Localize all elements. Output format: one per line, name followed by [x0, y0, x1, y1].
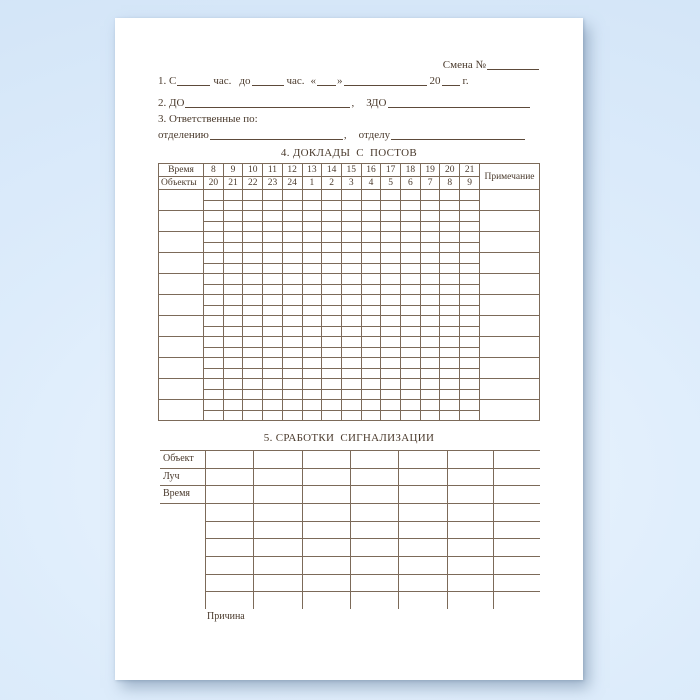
responsible-label: 3. Ответственные по: [158, 113, 258, 125]
alarms-row-line [205, 538, 540, 539]
hour-header-top: 13 [302, 164, 322, 177]
reports-header-objects: Объекты [159, 177, 204, 190]
alarms-row-line [205, 574, 540, 575]
hour-header-top: 15 [341, 164, 361, 177]
quote-open: « [310, 75, 317, 87]
shift-number-label: Смена № [442, 59, 486, 71]
department-label: отделению [158, 129, 209, 141]
hour-header-bottom: 21 [223, 177, 243, 190]
line1-hours-b: час. [286, 75, 305, 87]
alarms-column-line [350, 450, 351, 609]
line1-start: 1. С [158, 75, 177, 87]
alarms-column-line [447, 450, 448, 609]
alarms-column-line [205, 450, 206, 609]
do-label: 2. ДО [158, 97, 185, 109]
hour-header-bottom: 24 [282, 177, 302, 190]
hour-header-top: 14 [322, 164, 342, 177]
alarms-column-line [398, 450, 399, 609]
hour-header-bottom: 9 [460, 177, 480, 190]
hour-header-bottom: 22 [243, 177, 263, 190]
hour-header-bottom: 3 [341, 177, 361, 190]
cause-label: Причина [207, 611, 245, 622]
hour-header-top: 10 [243, 164, 263, 177]
line1-to: до [239, 75, 251, 87]
zdo-label: ЗДО [366, 97, 387, 109]
alarms-table-title: 5. СРАБОТКИ СИГНАЛИЗАЦИИ [263, 432, 435, 444]
comma: , [343, 129, 347, 141]
alarms-row-label: Время [163, 488, 191, 499]
hour-header-bottom: 5 [381, 177, 401, 190]
paper-sheet [115, 18, 583, 680]
alarms-table [115, 18, 583, 680]
comma: , [351, 97, 355, 109]
line1-hours-a: час. [213, 75, 232, 87]
hour-header-bottom: 20 [204, 177, 224, 190]
hour-header-bottom: 7 [420, 177, 440, 190]
reports-table-title: 4. ДОКЛАДЫ С ПОСТОВ [280, 147, 418, 159]
reports-header-time: Время [159, 164, 204, 177]
alarms-column-line [253, 450, 254, 609]
hour-header-top: 12 [282, 164, 302, 177]
hour-header-top: 19 [420, 164, 440, 177]
alarms-row-label: Объект [163, 453, 194, 464]
hour-header-bottom: 23 [263, 177, 283, 190]
reports-header-note: Примечание [480, 164, 540, 190]
alarms-column-line [302, 450, 303, 609]
hour-header-top: 16 [361, 164, 381, 177]
hour-header-bottom: 6 [401, 177, 421, 190]
alarms-column-line [493, 450, 494, 609]
hour-header-top: 20 [440, 164, 460, 177]
line1-century: 20 [429, 75, 441, 87]
hour-header-bottom: 4 [361, 177, 381, 190]
hour-header-top: 17 [381, 164, 401, 177]
hour-header-top: 9 [223, 164, 243, 177]
hour-header-top: 21 [460, 164, 480, 177]
hour-header-top: 11 [263, 164, 283, 177]
alarms-row-label: Луч [163, 471, 180, 482]
alarms-row-line [205, 521, 540, 522]
hour-header-bottom: 1 [302, 177, 322, 190]
quote-close: » [337, 75, 343, 87]
line1-year-suffix: г. [462, 75, 469, 87]
alarms-row-line [205, 591, 540, 592]
hour-header-top: 8 [204, 164, 224, 177]
unit-label: отделу [358, 129, 391, 141]
hour-header-bottom: 2 [322, 177, 342, 190]
hour-header-top: 18 [401, 164, 421, 177]
hour-header-bottom: 8 [440, 177, 460, 190]
alarms-row-line [205, 556, 540, 557]
